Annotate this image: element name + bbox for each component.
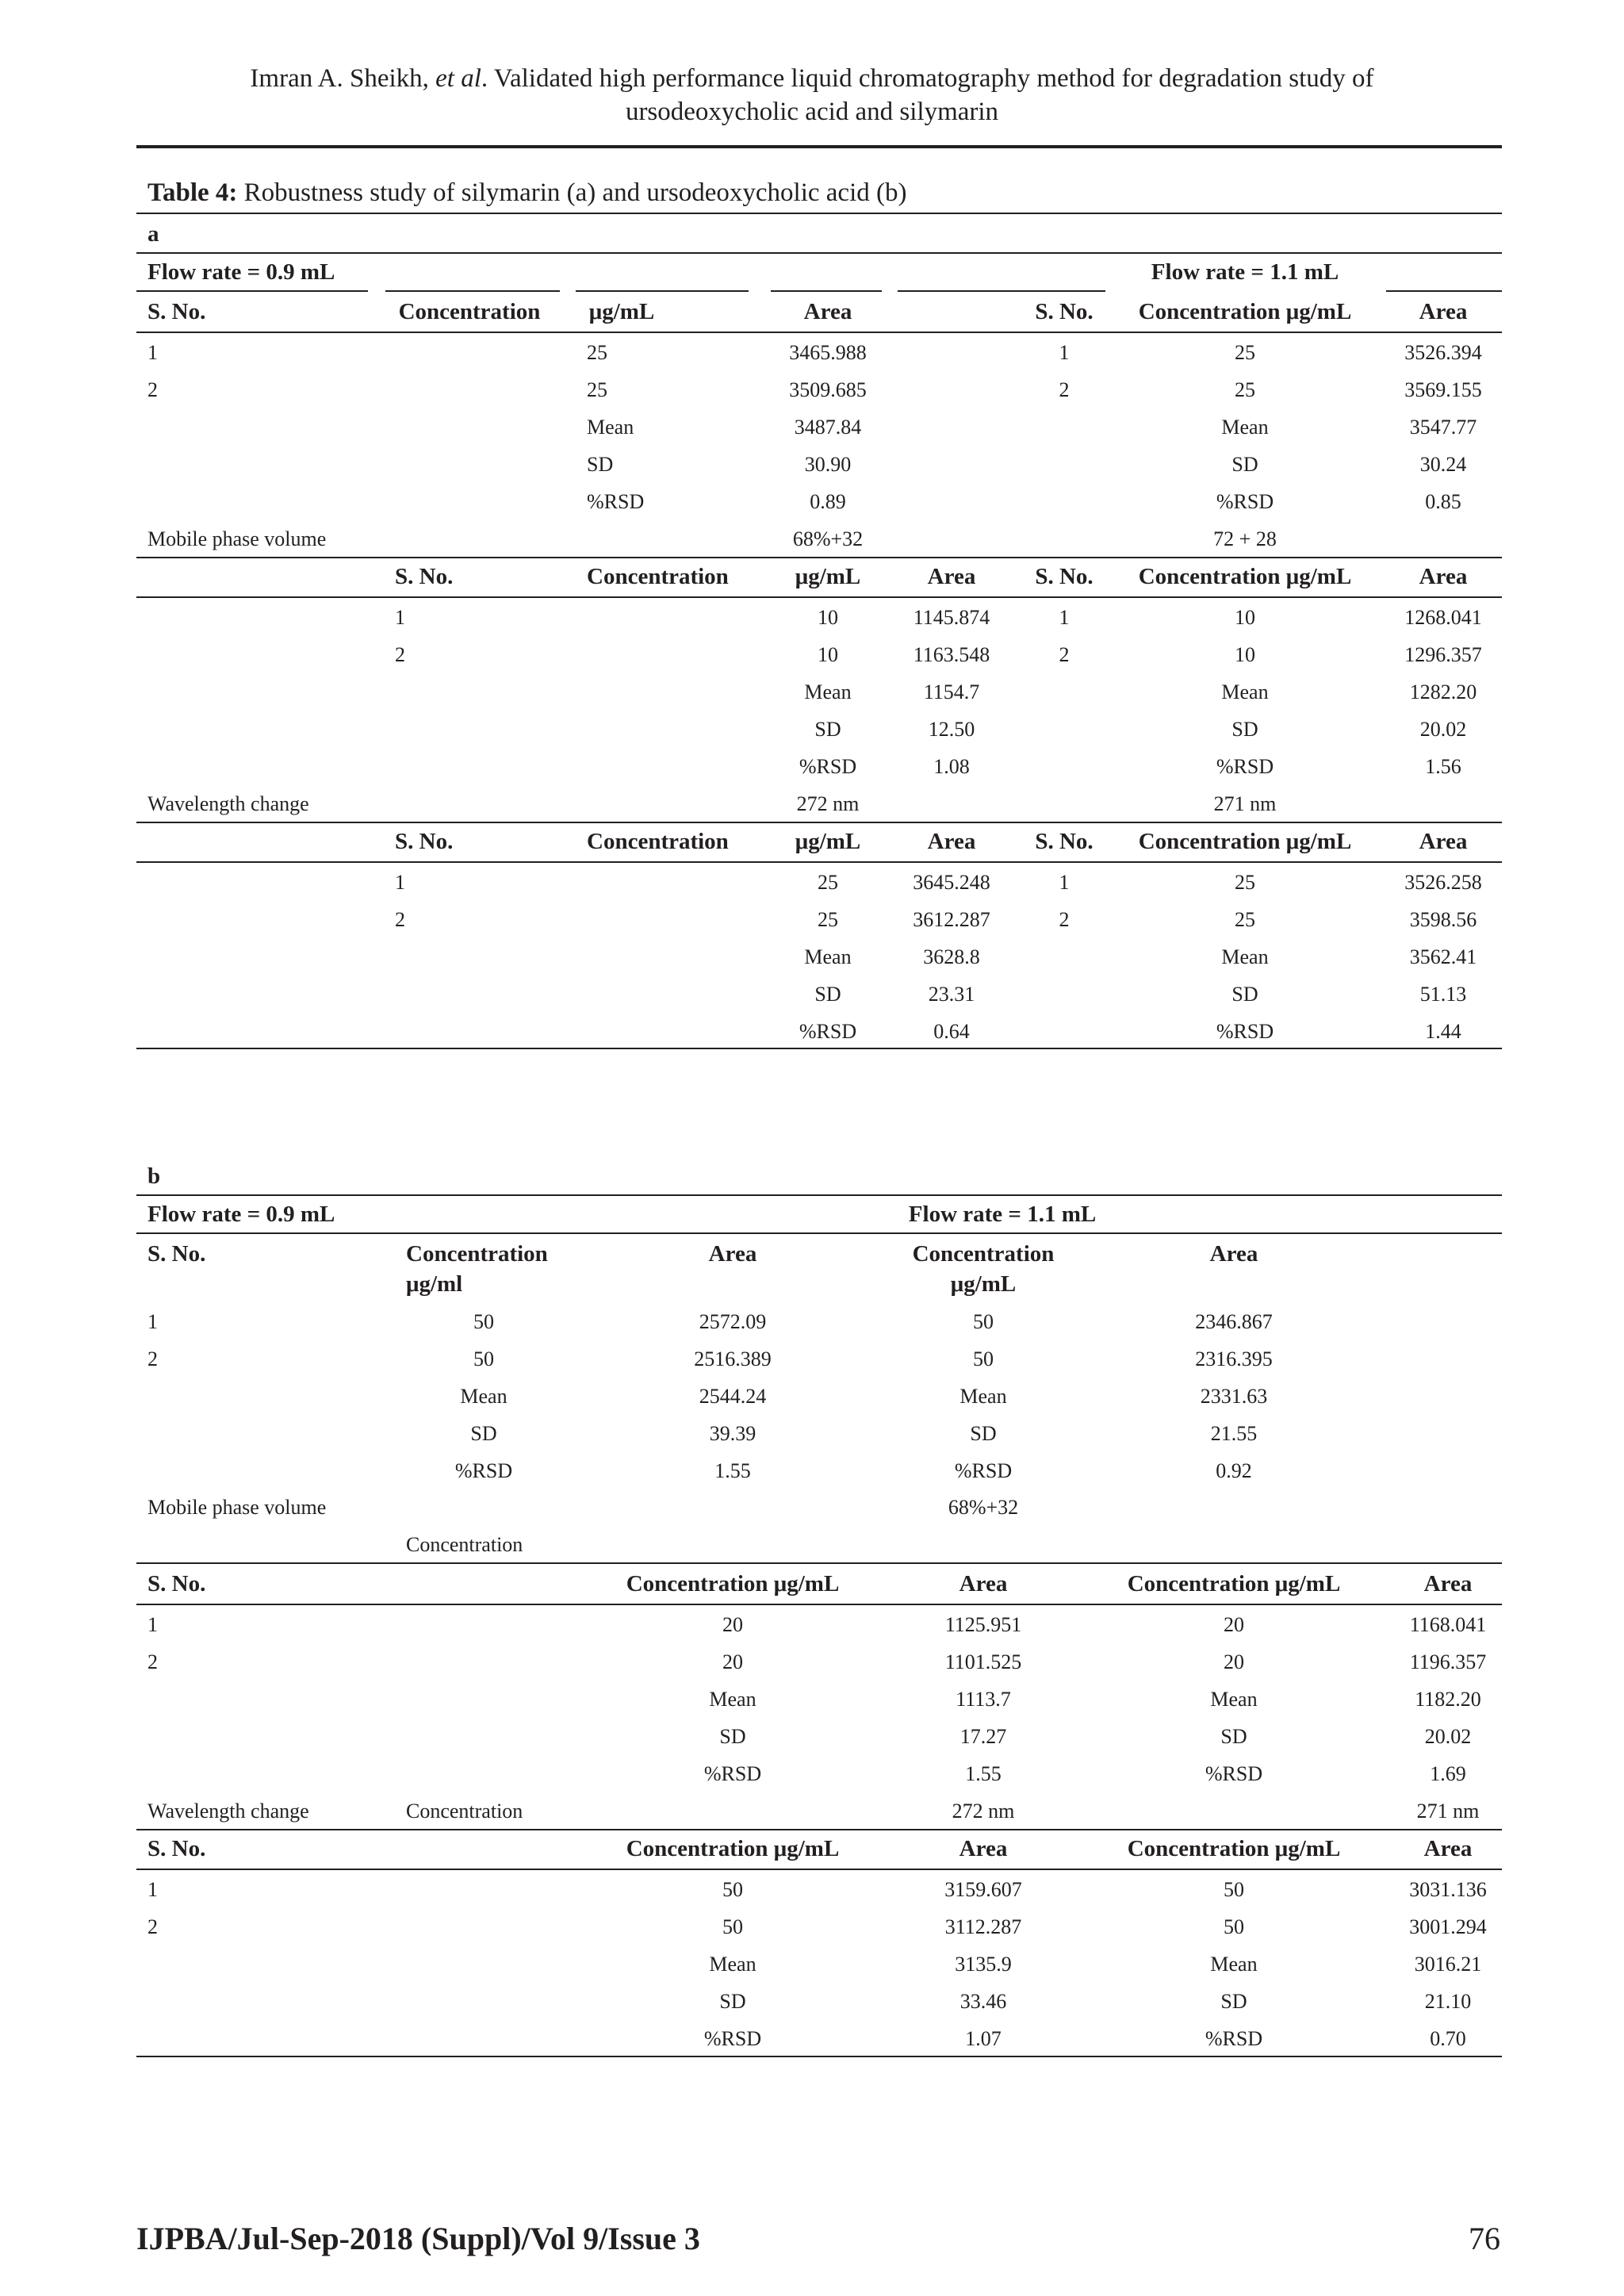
column-header: Area xyxy=(1419,299,1468,324)
table-cell: SD xyxy=(970,1422,997,1445)
running-header-line-2: ursodeoxycholic acid and silymarin xyxy=(625,98,999,126)
table-cell: 21.10 xyxy=(1424,1990,1472,2013)
column-header: μg/mL xyxy=(795,564,861,589)
table-cell: 1 xyxy=(147,1613,158,1636)
table-cell: 2316.395 xyxy=(1195,1347,1273,1370)
table-cell: %RSD xyxy=(1205,2027,1263,2050)
table-cell: 271 nm xyxy=(1416,1800,1480,1823)
table-cell: 17.27 xyxy=(959,1725,1007,1748)
table-cell: 3547.77 xyxy=(1409,416,1477,439)
table-caption: Table 4: Robustness study of silymarin (a) and ursodeoxycholic acid (b) xyxy=(147,178,907,207)
table-cell: 30.90 xyxy=(804,453,852,476)
column-header: S. No. xyxy=(1035,829,1094,854)
table-cell: 20 xyxy=(722,1650,743,1673)
header-underline xyxy=(385,290,560,292)
table-cell: 1 xyxy=(1059,871,1070,894)
flow-rate-label: Flow rate = 1.1 mL xyxy=(1151,259,1339,285)
header-underline xyxy=(576,290,749,292)
table-cell: 1154.7 xyxy=(923,680,980,703)
table-cell: 1 xyxy=(147,341,158,364)
header-underline xyxy=(898,290,1028,292)
table-cell: 50 xyxy=(1224,1878,1244,1901)
table-cell: 2 xyxy=(147,1347,158,1370)
table-rule xyxy=(136,1869,1502,1870)
table-cell: 3526.394 xyxy=(1404,341,1482,364)
table-cell: 1196.357 xyxy=(1409,1650,1487,1673)
row-label: Concentration xyxy=(406,1533,523,1556)
table-cell: 21.55 xyxy=(1210,1422,1258,1445)
table-rule xyxy=(136,822,1502,823)
table-cell: 3135.9 xyxy=(955,1953,1012,1976)
table-cell: Mean xyxy=(709,1953,756,1976)
table-cell: 10 xyxy=(818,643,838,666)
table-cell: 1113.7 xyxy=(956,1688,1011,1711)
table-cell: 10 xyxy=(1235,606,1255,629)
table-cell: 3159.607 xyxy=(944,1878,1022,1901)
table-cell: 0.89 xyxy=(810,490,846,513)
table-cell: SD xyxy=(1220,1990,1247,2013)
column-header: Concentration μg/mL xyxy=(626,1836,840,1861)
table-cell: 20 xyxy=(1224,1650,1244,1673)
table-cell: 3031.136 xyxy=(1409,1878,1487,1901)
table-cell: 3016.21 xyxy=(1414,1953,1482,1976)
table-cell: 33.46 xyxy=(959,1990,1007,2013)
table-cell: 1182.20 xyxy=(1415,1688,1481,1711)
header-underline xyxy=(771,290,882,292)
table-cell: 3612.287 xyxy=(913,908,990,931)
table-cell: 2331.63 xyxy=(1200,1385,1268,1408)
table-cell: 2 xyxy=(147,378,158,401)
table-cell: 1.56 xyxy=(1425,755,1461,778)
table-cell: 3569.155 xyxy=(1404,378,1482,401)
table-cell: 1268.041 xyxy=(1404,606,1482,629)
table-cell: 3112.287 xyxy=(944,1915,1022,1938)
column-header: Concentration μg/mL xyxy=(1138,564,1352,589)
table-cell: 1.44 xyxy=(1425,1020,1461,1043)
table-rule xyxy=(136,1194,1502,1196)
column-header: S. No. xyxy=(1035,564,1094,589)
flow-rate-label: Flow rate = 0.9 mL xyxy=(147,1202,335,1227)
table-cell: 68%+32 xyxy=(792,527,864,550)
table-cell: 25 xyxy=(587,341,607,364)
table-cell: SD xyxy=(719,1725,746,1748)
table-cell: 1 xyxy=(1059,606,1070,629)
table-cell: 25 xyxy=(1235,341,1255,364)
column-header: Concentration xyxy=(398,299,541,324)
table-cell: 2 xyxy=(1059,643,1070,666)
flow-rate-label: Flow rate = 1.1 mL xyxy=(908,1202,1097,1227)
table-cell: Mean xyxy=(1210,1688,1258,1711)
table-cell: 51.13 xyxy=(1419,983,1467,1006)
table-cell: SD xyxy=(1220,1725,1247,1748)
column-header: S. No. xyxy=(147,1571,206,1596)
table-cell: 50 xyxy=(473,1310,494,1333)
table-cell: Mean xyxy=(709,1688,756,1711)
table-cell: 2 xyxy=(147,1650,158,1673)
column-header: Concentration μg/mL xyxy=(1127,1571,1341,1596)
header-rule xyxy=(136,145,1502,148)
column-header: S. No. xyxy=(1035,299,1094,324)
table-cell: 272 nm xyxy=(796,792,860,815)
table-rule xyxy=(136,2056,1502,2057)
table-cell: %RSD xyxy=(454,1459,513,1482)
table-cell: 271 nm xyxy=(1213,792,1277,815)
table-cell: 20 xyxy=(1224,1613,1244,1636)
table-cell: 10 xyxy=(818,606,838,629)
table-cell: 25 xyxy=(818,871,838,894)
row-label: Mobile phase volume xyxy=(147,527,327,550)
column-header: Area xyxy=(927,829,976,854)
table-cell: 1 xyxy=(395,606,405,629)
table-cell: 2 xyxy=(147,1915,158,1938)
table-cell: 25 xyxy=(587,378,607,401)
table-cell: 0.70 xyxy=(1430,2027,1466,2050)
table-cell: 3598.56 xyxy=(1409,908,1477,931)
column-header: Concentration μg/mL xyxy=(1138,829,1352,854)
column-header: Area xyxy=(1419,564,1468,589)
table-rule xyxy=(136,213,1502,214)
table-cell: Mean xyxy=(959,1385,1007,1408)
table-cell: %RSD xyxy=(1216,755,1274,778)
table-cell: 20.02 xyxy=(1419,718,1467,741)
table-cell: 2346.867 xyxy=(1195,1310,1273,1333)
table-cell: 50 xyxy=(473,1347,494,1370)
column-header: Concentration xyxy=(587,564,729,589)
table-cell: 1 xyxy=(147,1310,158,1333)
table-cell: 30.24 xyxy=(1419,453,1467,476)
column-header: μg/mL xyxy=(795,829,861,854)
column-header: Area xyxy=(1419,829,1468,854)
column-header: Area xyxy=(803,299,852,324)
row-label: Mobile phase volume xyxy=(147,1496,327,1519)
table-cell: Mean xyxy=(460,1385,508,1408)
table-cell: 3628.8 xyxy=(923,945,980,968)
table-rule xyxy=(136,252,1502,254)
table-cell: %RSD xyxy=(954,1459,1013,1482)
table-cell: Mean xyxy=(1221,945,1269,968)
table-cell: Mean xyxy=(804,945,852,968)
table-cell: 2 xyxy=(1059,908,1070,931)
running-header xyxy=(0,62,1624,128)
column-header: S. No. xyxy=(147,1836,206,1861)
table-cell: %RSD xyxy=(1216,1020,1274,1043)
table-cell: Mean xyxy=(804,680,852,703)
table-cell: 0.92 xyxy=(1216,1459,1252,1482)
table-rule xyxy=(136,557,1502,558)
table-b-label: b xyxy=(147,1163,161,1189)
column-header: S. No. xyxy=(395,564,454,589)
table-cell: 23.31 xyxy=(928,983,975,1006)
table-rule xyxy=(136,1562,1502,1564)
column-header: Concentration μg/mL xyxy=(1138,299,1352,324)
table-cell: 1.07 xyxy=(965,2027,1002,2050)
table-cell: 25 xyxy=(1235,378,1255,401)
table-cell: SD xyxy=(1231,718,1258,741)
footer-journal: IJPBA/Jul-Sep-2018 (Suppl)/Vol 9/Issue 3 xyxy=(136,2221,700,2256)
column-header: Area xyxy=(1209,1241,1258,1267)
table-cell: 3509.685 xyxy=(789,378,867,401)
table-cell: 1163.548 xyxy=(913,643,990,666)
table-cell: 1101.525 xyxy=(944,1650,1022,1673)
table-cell: SD xyxy=(814,718,841,741)
table-cell: 1145.874 xyxy=(913,606,990,629)
table-cell: 2516.389 xyxy=(694,1347,772,1370)
table-cell: %RSD xyxy=(1216,490,1274,513)
column-header: Concentration μg/mL xyxy=(626,1571,840,1596)
table-cell: SD xyxy=(587,453,614,476)
table-rule xyxy=(136,1604,1502,1605)
table-cell: 10 xyxy=(1235,643,1255,666)
table-cell: 1 xyxy=(147,1878,158,1901)
table-cell: 0.85 xyxy=(1425,490,1461,513)
column-header: Concentration μg/mL xyxy=(1127,1836,1341,1861)
table-cell: 0.64 xyxy=(933,1020,970,1043)
table-rule xyxy=(136,1829,1502,1830)
table-cell: Mean xyxy=(1221,416,1269,439)
table-cell: %RSD xyxy=(703,2027,762,2050)
running-header-line-1: Imran A. Sheikh, et al. Validated high performance liquid chromatography method for degradation study of xyxy=(250,64,1374,93)
table-cell: 1282.20 xyxy=(1409,680,1477,703)
table-cell: SD xyxy=(814,983,841,1006)
table-cell: SD xyxy=(1231,453,1258,476)
header-underline xyxy=(1023,290,1105,292)
table-cell: 2 xyxy=(1059,378,1070,401)
table-rule xyxy=(136,1232,1502,1234)
table-cell: 1.08 xyxy=(933,755,970,778)
table-cell: 1125.951 xyxy=(944,1613,1022,1636)
table-cell: Mean xyxy=(587,416,634,439)
table-cell: 2544.24 xyxy=(699,1385,767,1408)
header-underline xyxy=(136,290,368,292)
table-cell: 20 xyxy=(722,1613,743,1636)
table-cell: 50 xyxy=(973,1347,994,1370)
table-cell: 1168.041 xyxy=(1409,1613,1487,1636)
column-header: Area xyxy=(959,1571,1008,1596)
table-cell: SD xyxy=(1231,983,1258,1006)
table-cell: 20.02 xyxy=(1424,1725,1472,1748)
column-header: Area xyxy=(959,1836,1008,1861)
column-header: Area xyxy=(1423,1836,1473,1861)
table-cell: SD xyxy=(719,1990,746,2013)
table-cell: 1 xyxy=(1059,341,1070,364)
column-header: S. No. xyxy=(147,1241,206,1267)
column-header: Concentration xyxy=(406,1241,548,1267)
column-header: μg/mL xyxy=(950,1271,1017,1297)
table-cell: %RSD xyxy=(799,1020,857,1043)
table-cell: 3487.84 xyxy=(794,416,862,439)
table-cell: 25 xyxy=(1235,871,1255,894)
table-cell: 3645.248 xyxy=(913,871,990,894)
table-cell: 272 nm xyxy=(952,1800,1015,1823)
column-header: Concentration xyxy=(912,1241,1055,1267)
column-header: Area xyxy=(927,564,976,589)
row-label: Wavelength change xyxy=(147,792,309,815)
table-cell: 1.69 xyxy=(1430,1762,1466,1785)
table-cell: 68%+32 xyxy=(948,1496,1019,1519)
table-cell: 1 xyxy=(395,871,405,894)
table-cell: 2572.09 xyxy=(699,1310,767,1333)
table-cell: Mean xyxy=(1210,1953,1258,1976)
table-cell: %RSD xyxy=(1205,1762,1263,1785)
column-header: Area xyxy=(1423,1571,1473,1596)
table-cell: %RSD xyxy=(703,1762,762,1785)
table-cell: 25 xyxy=(1235,908,1255,931)
table-cell: 3465.988 xyxy=(789,341,867,364)
column-header: μg/mL xyxy=(588,299,655,324)
table-cell: 2 xyxy=(395,643,405,666)
table-cell: SD xyxy=(470,1422,497,1445)
table-cell: 1.55 xyxy=(714,1459,751,1482)
table-cell: 3562.41 xyxy=(1409,945,1477,968)
table-rule xyxy=(136,332,1502,333)
column-header: Concentration xyxy=(587,829,729,854)
table-cell: 2 xyxy=(395,908,405,931)
table-cell: 1.55 xyxy=(965,1762,1002,1785)
header-underline xyxy=(1386,290,1502,292)
table-rule xyxy=(136,861,1502,863)
table-cell: %RSD xyxy=(587,490,645,513)
table-cell: 50 xyxy=(722,1915,743,1938)
table-cell: 3526.258 xyxy=(1404,871,1482,894)
table-cell: 3001.294 xyxy=(1409,1915,1487,1938)
column-header: S. No. xyxy=(395,829,454,854)
table-cell: 72 + 28 xyxy=(1213,527,1277,550)
row-label: Wavelength change xyxy=(147,1800,309,1823)
table-cell: 1296.357 xyxy=(1404,643,1482,666)
table-cell: %RSD xyxy=(799,755,857,778)
table-rule xyxy=(136,1048,1502,1049)
table-rule xyxy=(136,596,1502,598)
column-header: μg/ml xyxy=(406,1271,463,1297)
column-header: S. No. xyxy=(147,299,206,324)
table-cell: Mean xyxy=(1221,680,1269,703)
page-number: 76 xyxy=(1469,2221,1500,2256)
table-cell: 12.50 xyxy=(928,718,975,741)
table-cell: 50 xyxy=(722,1878,743,1901)
table-cell: 39.39 xyxy=(709,1422,756,1445)
table-a-label: a xyxy=(147,221,159,247)
table-cell: 25 xyxy=(818,908,838,931)
table-cell: 50 xyxy=(973,1310,994,1333)
row-label: Concentration xyxy=(406,1800,523,1823)
column-header: Area xyxy=(708,1241,757,1267)
table-cell: 50 xyxy=(1224,1915,1244,1938)
flow-rate-label: Flow rate = 0.9 mL xyxy=(147,259,335,285)
